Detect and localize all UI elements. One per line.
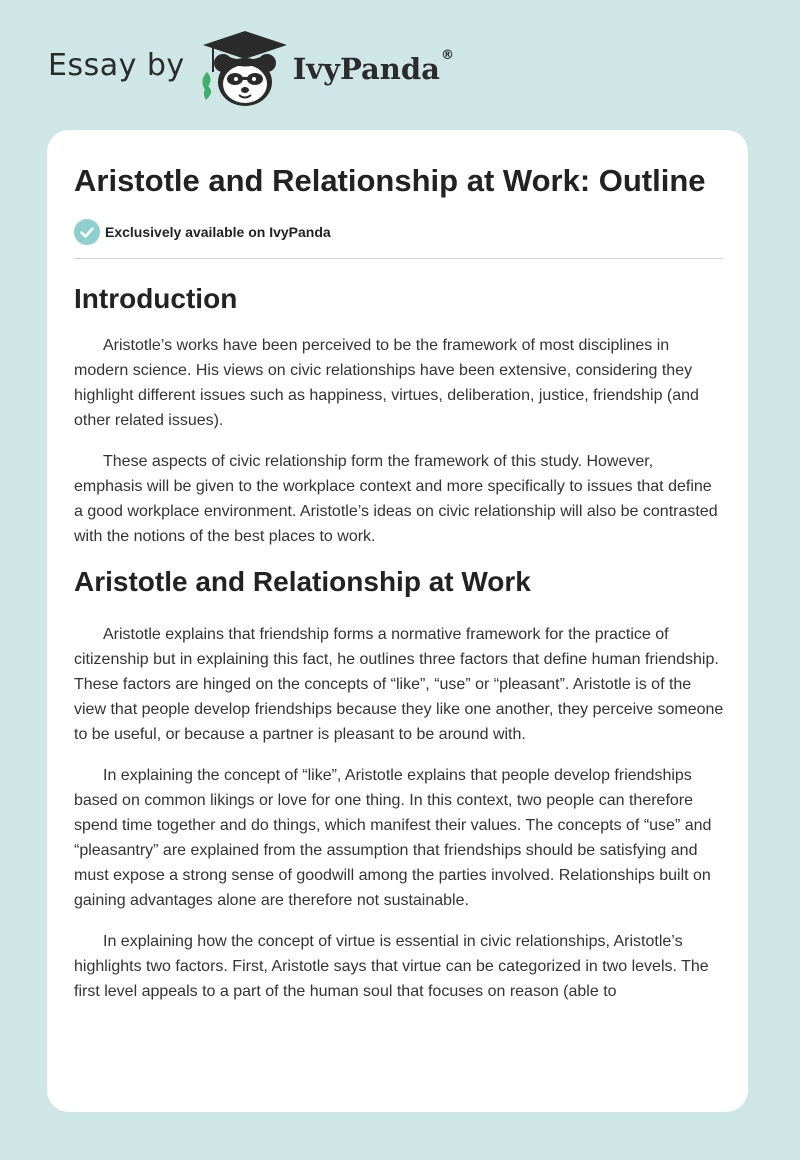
registered-mark: ®	[440, 48, 454, 63]
essay-by-label: Essay by	[48, 47, 185, 83]
paragraph: Aristotle explains that friendship forms a normative framework for the practice of citizenship but in explaining this fact, he outlines three factors that define human friendship. These factors are hinged on the concepts of “like”, “use” or “pleasant”. Aristotle is of the view that people develop friendships because they like one another, they perceive someone to be useful, or because a partner is pleasant to be around with.	[74, 626, 724, 743]
article-content	[74, 160, 724, 1004]
section-heading-introduction: Introduction	[74, 283, 238, 314]
brand-header	[48, 28, 454, 110]
section-heading-relationship: Aristotle and Relationship at Work	[74, 566, 531, 597]
article-card	[47, 130, 748, 1112]
article-title: Aristotle and Relationship at Work: Outline	[74, 163, 706, 198]
exclusive-badge	[74, 218, 724, 246]
check-circle-icon	[74, 219, 100, 245]
divider	[74, 258, 723, 259]
brand-name-text: IvyPanda	[292, 52, 440, 86]
paragraph: Aristotle’s works have been perceived to be the framework of most disciplines in modern science. His views on civic relationships have been extensive, considering they highlight different issues such as happiness, virtues, deliberation, justice, friendship (and other related issues).	[74, 337, 699, 429]
panda-graduate-icon	[199, 28, 291, 110]
paragraph: These aspects of civic relationship form the framework of this study. However, emphasis will be given to the workplace context and more specifically to issues that define a good workplace environment. Aristotle’s ideas on civic relationship will also be contrasted with the notions of the best places to work.	[74, 453, 718, 545]
paragraph: In explaining the concept of “like”, Aristotle explains that people develop friendships based on common likings or love for one thing. In this context, two people can therefore spend time together and do things, which manifest their values. The concepts of “use” and “pleasantry” are explained from the assumption that friendships should be satisfying and must expose a strong sense of goodwill among the parties involved. Relationships built on gaining advantages alone are therefore not sustainable.	[74, 767, 712, 909]
brand-name	[292, 48, 454, 86]
paragraph: In explaining how the concept of virtue is essential in civic relationships, Aristotle’s highlights two factors. First, Aristotle says that virtue can be categorized in two levels. The first level appeals to a part of the human soul that focuses on reason (able to	[74, 933, 709, 1000]
exclusive-text: Exclusively available on IvyPanda	[105, 224, 331, 240]
